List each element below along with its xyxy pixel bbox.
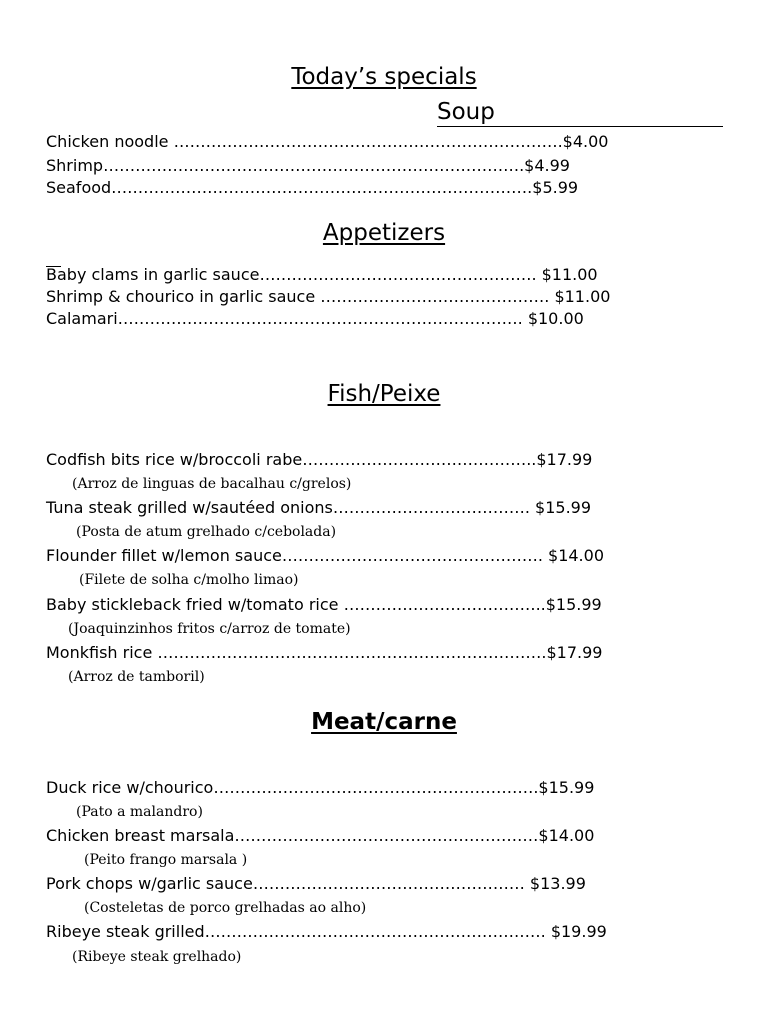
menu-item-shrimp-chourico: Shrimp & chourico in garlic sauce ……………………………………. $11.00: [46, 287, 611, 306]
menu-item-codfish: Codfish bits rice w/broccoli rabe……………………………………..$17.99: [46, 450, 593, 469]
menu-item-pork-chops-translation: (Costeletas de porco grelhadas ao alho): [84, 900, 367, 916]
menu-item-flounder-translation: (Filete de solha c/molho limao): [79, 572, 299, 588]
menu-item-ribeye-translation: (Ribeye steak grelhado): [72, 949, 242, 965]
menu-item-duck-rice-translation: (Pato a malandro): [76, 804, 203, 820]
meat-heading: Meat/carne: [311, 709, 457, 735]
menu-item-baby-clams: Baby clams in garlic sauce……………………………………………. $11.00: [46, 265, 598, 284]
menu-item-chicken-marsala-translation: (Peito frango marsala ): [84, 852, 248, 868]
menu-item-stickleback-translation: (Joaquinzinhos fritos c/arroz de tomate): [68, 621, 351, 637]
menu-item-chicken-marsala: Chicken breast marsala…………………………………………………$14.00: [46, 826, 595, 845]
soup-heading: Soup: [437, 99, 723, 127]
menu-item-duck-rice: Duck rice w/chourico…………………………………………………….$15.99: [46, 778, 595, 797]
menu-item-tuna: Tuna steak grilled w/sautéed onions………………………………. $15.99: [46, 498, 592, 517]
menu-item-ribeye: Ribeye steak grilled………………………………………………………. $19.99: [46, 922, 607, 941]
appetizers-heading: Appetizers: [322, 220, 446, 246]
menu-item-monkfish: Monkfish rice ……………………………………………………………….$17.99: [46, 643, 603, 662]
menu-item-chicken-noodle: Chicken noodle ……………………………………………………………….$4.00: [46, 132, 609, 151]
menu-item-tuna-translation: (Posta de atum grelhado c/cebolada): [76, 524, 337, 540]
menu-item-codfish-translation: (Arroz de linguas de bacalhau c/grelos): [72, 476, 352, 492]
menu-item-flounder: Flounder fillet w/lemon sauce…………………………………………. $14.00: [46, 546, 604, 565]
menu-item-shrimp-soup: Shrimp…………………………………………………………………….$4.99: [46, 156, 570, 175]
menu-item-stickleback: Baby stickleback fried w/tomato rice ………………………………..$15.99: [46, 595, 602, 614]
fish-heading: Fish/Peixe: [327, 381, 441, 407]
menu-item-pork-chops: Pork chops w/garlic sauce…………………………………………… $13.99: [46, 874, 586, 893]
menu-item-calamari: Calamari…………………………………………………………………. $10.00: [46, 309, 584, 328]
menu-item-monkfish-translation: (Arroz de tamboril): [68, 669, 205, 685]
page-title: Today’s specials: [291, 64, 477, 90]
menu-item-seafood-soup: Seafood…………………………………………………………………….$5.99: [46, 178, 579, 197]
